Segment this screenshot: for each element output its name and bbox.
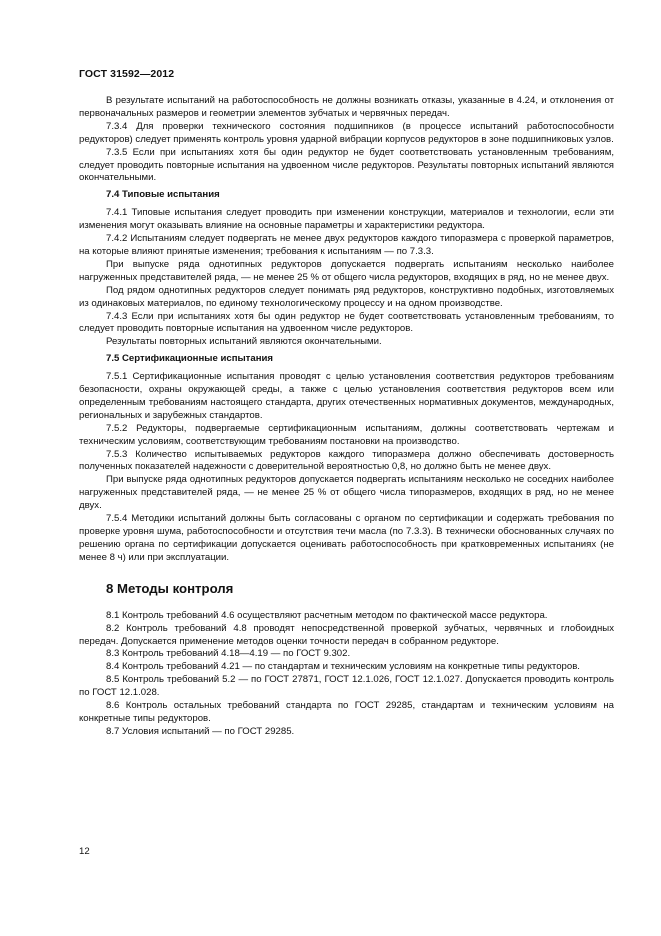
paragraph: При выпуске ряда однотипных редукторов допускается подвергать испытаниям несколько не соседних наиболее нагруженных представителей ряда, — не менее 25 % от общего числа типоразмеров, входящих в ряд, но не менее двух. — [79, 474, 614, 512]
document-body — [79, 95, 614, 739]
paragraph-8-1: 8.1 Контроль требований 4.6 осуществляют расчетным методом по фактической массе редуктора. — [106, 609, 548, 621]
paragraph-8-7: 8.7 Условия испытаний — по ГОСТ 29285. — [106, 725, 295, 737]
paragraph-8-3: 8.3 Контроль требований 4.18—4.19 — по ГОСТ 9.302. — [106, 648, 351, 660]
paragraph-7-5-3: 7.5.3 Количество испытываемых редукторов каждого типоразмера должно обеспечивать достоверность полученных показателей надежности с доверительной вероятностью 0,8, но должно быть не менее двух. — [79, 448, 614, 473]
paragraph: При выпуске ряда однотипных редукторов допускается подвергать испытаниям несколько наиболее нагруженных представителей ряда, — не менее 25 % от общего числа редукторов, входящих в ряд, но не менее двух. — [79, 258, 614, 283]
paragraph: В результате испытаний на работоспособность не должны возникать отказы, указанные в 4.24, и отклонения от первоначальных размеров и геометрии элементов зубчатых и червячных передач. — [79, 95, 614, 119]
paragraph: Результаты повторных испытаний являются окончательными. — [106, 336, 382, 348]
subsection-title-7-4: 7.4 Типовые испытания — [106, 189, 220, 201]
paragraph-7-4-2: 7.4.2 Испытаниям следует подвергать не менее двух редукторов каждого типоразмера с проверкой параметров, на которые влияют принятые изменения; требования к испытаниям — по 7.3.3. — [79, 233, 614, 257]
paragraph-8-5: 8.5 Контроль требований 5.2 — по ГОСТ 27871, ГОСТ 12.1.026, ГОСТ 12.1.027. Допускается проводить контроль по ГОСТ 12.1.028. — [79, 674, 614, 699]
subsection-title-7-5: 7.5 Сертификационные испытания — [106, 353, 274, 365]
paragraph-7-5-4: 7.5.4 Методики испытаний должны быть согласованы с органом по сертификации и содержать требования по проверке уровня шума, работоспособности и отсутствия течи масла (по 7.3.3). В технически обоснованных случаях по решению органа по сертификации допускается оценивать работоспособность при кратковременных испытаниях (не менее 8 ч) или при эксплуатации. — [79, 513, 614, 563]
section-title-8: 8 Методы контроля — [106, 580, 234, 596]
paragraph-7-5-2: 7.5.2 Редукторы, подвергаемые сертификационным испытаниям, должны соответствовать чертежам и техническим условиям, соответствующим требованиям постановки на производство. — [79, 422, 614, 447]
page-number: 12 — [79, 846, 90, 857]
paragraph-8-6: 8.6 Контроль остальных требований стандарта по ГОСТ 29285, стандартам и техническим условиям на конкретные типы редукторов. — [79, 700, 614, 724]
document-header: ГОСТ 31592—2012 — [79, 68, 175, 80]
paragraph-7-4-1: 7.4.1 Типовые испытания следует проводить при изменении конструкции, материалов и технологии, если эти изменения могут оказывать влияние на основные параметры и характеристики редуктора. — [79, 207, 614, 232]
paragraph-8-4: 8.4 Контроль требований 4.21 — по стандартам и техническим условиям на конкретные типы редукторов. — [106, 661, 580, 673]
paragraph-7-5-1: 7.5.1 Сертификационные испытания проводят с целью установления соответствия редукторов требованиям безопасности, охраны окружающей среды, а также с целью установления соответствия редукторов всем или определенным требованиям настоящего стандарта, других отечественных нормативных документов, международных, региональных и зарубежных стандартов. — [79, 371, 614, 421]
paragraph-7-3-5: 7.3.5 Если при испытаниях хотя бы один редуктор не будет соответствовать установленным требованиям, следует проводить повторные испытания на удвоенном числе редукторов. Результаты повторных испытаний являются окончательными. — [79, 146, 614, 184]
paragraph-7-3-4: 7.3.4 Для проверки технического состояния подшипников (в процессе испытаний работоспособности редукторов) следует применять контроль уровня ударной вибрации корпусов редукторов в зоне подшипниковых узлов. — [79, 120, 614, 145]
paragraph: Под рядом однотипных редукторов следует понимать ряд редукторов, конструктивно подобных, изготовляемых из одинаковых материалов, по единому технологическому процессу и на одном производстве. — [79, 284, 614, 309]
paragraph-8-2: 8.2 Контроль требований 4.8 проводят непосредственной проверкой зубчатых, червячных и глобоидных передач. Допускается применение методов оценки точности передач в собранном редукторе. — [79, 622, 614, 647]
paragraph-7-4-3: 7.4.3 Если при испытаниях хотя бы один редуктор не будет соответствовать установленным требованиям, то следует проводить повторные испытания на удвоенном числе редукторов. — [79, 310, 614, 335]
